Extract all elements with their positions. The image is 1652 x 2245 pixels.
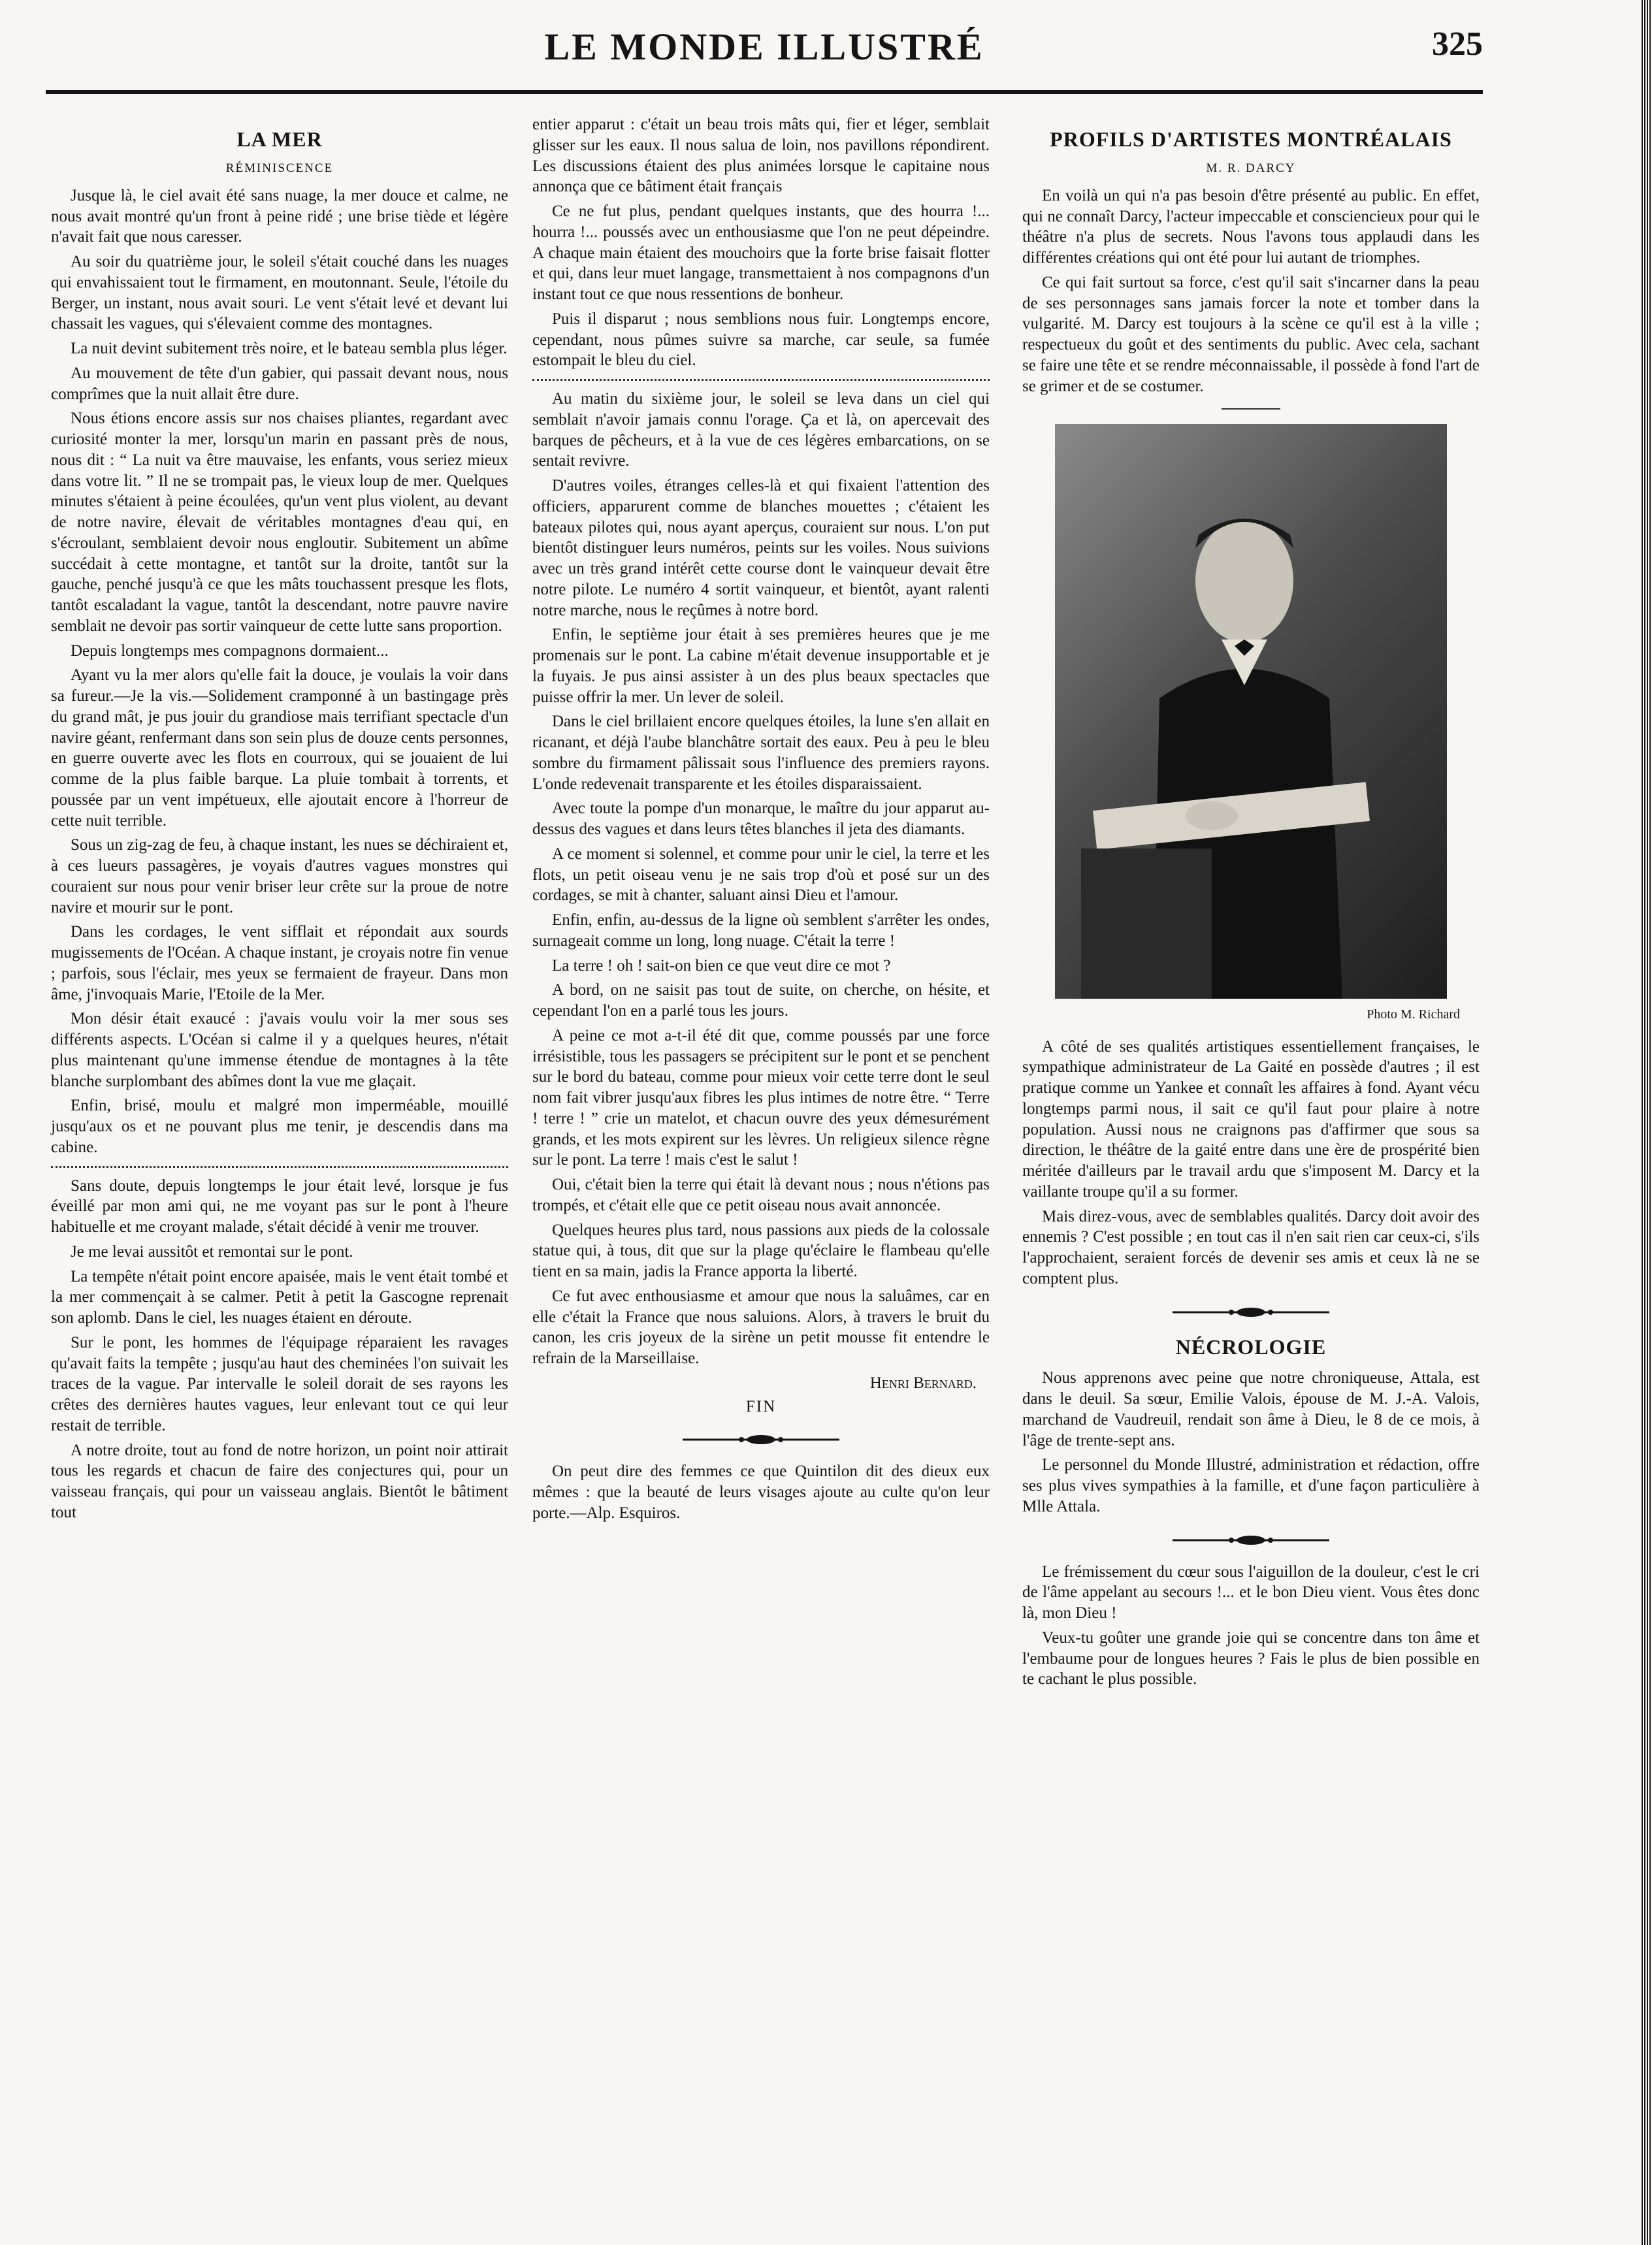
- paragraph: Je me levai aussitôt et remontai sur le pont.: [71, 1242, 353, 1261]
- article-end-fin: FIN: [745, 1397, 777, 1415]
- paragraph: Mon désir était exaucé : j'avais voulu voir la mer sous ses différents aspects. L'Océan si calme il y a quelques heures, n'était plus maintenant qu'une immense étendue de montagnes à la tête blanche surplombant des abîmes dont la vue me glaçait.: [51, 1010, 508, 1090]
- paragraph: Quelques heures plus tard, nous passions aux pieds de la colossale statue qui, à tous, dit que sur la plage qu'éclaire le flambeau qu'elle tient en sa main, jadis la France apporta la liberté.: [532, 1221, 990, 1280]
- page-number: 325: [1432, 25, 1483, 63]
- dotted-separator: [532, 379, 990, 381]
- article-subtitle-reminiscence: RÉMINISCENCE: [225, 161, 334, 175]
- masthead: [46, 25, 1483, 103]
- paragraph: Au matin du sixième jour, le soleil se leva dans un ciel qui semblait n'avoir jamais connu l'orage. Ça et là, on apercevait des barques de pêcheurs, et à la vue de ces légères embarcations, on se sentait revivre.: [532, 390, 990, 470]
- article-title-profils: PROFILS D'ARTISTES MONTRÉALAIS: [1050, 127, 1452, 151]
- paragraph: Sans doute, depuis longtemps le jour était levé, lorsque je fus éveillé par mon ami qui, ne me voyant pas sur le pont à l'heure habituelle et me croyant malade, s'était décidé à venir me trouver.: [51, 1176, 508, 1236]
- paragraph: A côté de ses qualités artistiques essentiellement françaises, le sympathique administrateur de La Gaité en possède d'autres ; il est pratique comme un Yankee et connaît les affaires à fond. Ayant vécu longtemps parmi nous, il sait ce qu'il faut pour plaire à notre population. Aussi nous ne craignons pas d'affirmer que sous sa direction, le théâtre de la gaité entre dans une ère de prospérité bien méritée d'ailleurs par le travail ardu que s'imposent M. Darcy et la vaillante troupe qu'il a su former.: [1022, 1037, 1480, 1201]
- paragraph: En voilà un qui n'a pas besoin d'être présenté au public. En effet, qui ne connaît Darcy, l'acteur impeccable et consciencieux pour qui le théâtre n'a plus de secrets. Nous l'avons tous applaudi dans les différentes créations qui ont été pour lui autant de triomphes.: [1022, 186, 1480, 266]
- short-rule: [1222, 408, 1280, 410]
- ornament-divider: [676, 1434, 846, 1446]
- paragraph: La nuit devint subitement très noire, et le bateau sembla plus léger.: [71, 340, 508, 357]
- paragraph: Le personnel du Monde Illustré, administration et rédaction, offre ses plus vives sympathies à la famille, et d'une façon particulière à Mlle Attala.: [1022, 1456, 1480, 1515]
- ornament-divider: [1166, 1534, 1336, 1546]
- masthead-rule: [46, 90, 1483, 94]
- paragraph: A ce moment si solennel, et comme pour unir le ciel, la terre et les flots, un petit oiseau venu je ne sais trop d'où et posé sur un des cordages, se mit à chanter, saluant ainsi Dieu et l'amour.: [532, 845, 990, 905]
- ornament-divider: [1166, 1306, 1336, 1318]
- paragraph: Depuis longtemps mes compagnons dormaient...: [71, 641, 389, 660]
- portrait-photo: [1055, 424, 1447, 999]
- author-signature: Henri Bernard.: [869, 1374, 977, 1392]
- photo-credit: Photo M. Richard: [1367, 1007, 1460, 1022]
- paragraph: Jusque là, le ciel avait été sans nuage, la mer douce et calme, ne nous avait montré qu'un front à peine ridé ; une brise tiède et légère n'avait fait que nous caresser.: [51, 186, 508, 246]
- paragraph: Enfin, brisé, moulu et malgré mon imperméable, mouillé jusqu'aux os et ne pouvant plus me tenir, je descendis dans ma cabine.: [51, 1097, 508, 1156]
- paragraph: Sur le pont, les hommes de l'équipage réparaient les ravages qu'avait faits la tempête ; jusqu'au haut des cheminées l'on suivait les traces de la vague. Par intervalle le soleil dorait de ses rayons les crêtes des dernières hautes vagues, leur enlevant tout ce qui leur restait de terrible.: [51, 1333, 508, 1434]
- paragraph: Veux-tu goûter une grande joie qui se concentre dans ton âme et l'embaume pour de longues heures ? Fais le plus de bien possible en te cachant le plus possible.: [1022, 1628, 1480, 1688]
- paragraph: entier apparut : c'était un beau trois mâts qui, fier et léger, semblait glisser sur les eaux. Il nous salua de loin, nos pavillons répondirent. Les discussions étaient des plus animées lorsque le capitaine nous annonça que ce bâtiment était français: [532, 116, 990, 196]
- paragraph: Ce fut avec enthousiasme et amour que nous la saluâmes, car en elle c'était la France que nous saluions. Alors, à travers le bruit du canon, les cris joyeux de la sirène un petit mousse fit entendre le refrain de la Marseillaise.: [532, 1287, 990, 1367]
- article-subtitle-darcy: M. R. DARCY: [1206, 161, 1296, 175]
- portrait-figure: [1055, 424, 1447, 999]
- paragraph: Ayant vu la mer alors qu'elle fait la douce, je voulais la voir dans sa fureur.—Je la vis.—Solidement cramponné à un bastingage près du grand mât, je pus jouir du grandiose mais terrifiant spectacle d'un navire géant, renfermant dans son sein plus de douze cents personnes, en guerre ouverte avec les flots en courroux, qui se jouaient de lui comme de la plus faible barque. La pluie tombait à torrents, et poussée par un vent impétueux, elle ajoutait encore à l'horreur de cette nuit terrible.: [51, 666, 508, 830]
- paragraph: Au soir du quatrième jour, le soleil s'était couché dans les nuages qui envahissaient tout le firmament, en moutonnant. Seule, l'étoile du Berger, un instant, nous avait souri. Le vent s'était levé et devant lui chassait les vagues, qui s'élevaient comme des montagnes.: [51, 253, 508, 333]
- column-la-mer: [51, 114, 508, 1527]
- article-title-la-mer: LA MER: [236, 127, 323, 151]
- paragraph: Au mouvement de tête d'un gabier, qui passait devant nous, nous comprîmes que la nuit allait être dure.: [51, 364, 508, 403]
- paragraph: Nous apprenons avec peine que notre chroniqueuse, Attala, est dans le deuil. Sa sœur, Emilie Valois, épouse de M. J.-A. Valois, marchand de Vaudreuil, rendait son âme à Dieu, le 8 de ce mois, à l'âge de trente-sept ans.: [1022, 1369, 1480, 1449]
- paragraph: Ce ne fut plus, pendant quelques instants, que des hourra !... hourra !... poussés avec un enthousiasme que l'on ne peut dépeindre. A chaque main étaient des mouchoirs que la forte brise faisait flotter et qui, dans leur muet langage, transmettaient à nos compagnons d'un instant tout ce que nous ressentions de bonheur.: [532, 202, 990, 303]
- newspaper-title: LE MONDE ILLUSTRÉ: [544, 25, 984, 68]
- paragraph: La terre ! oh ! sait-on bien ce que veut dire ce mot ?: [552, 956, 891, 975]
- paragraph: La tempête n'était point encore apaisée, mais le vent était tombé et la mer commençait à se calmer. Petit à petit la Gascogne reprenait son aplomb. Dans le ciel, les nuages étaient en déroute.: [51, 1267, 508, 1327]
- dotted-separator: [51, 1166, 508, 1168]
- quote-paragraph: On peut dire des femmes ce que Quintilon dit des dieux eux mêmes : que la beauté de leurs visages ajoute au culte qu'on leur porte.—Alp. Esquiros.: [532, 1462, 990, 1522]
- paragraph: Mais direz-vous, avec de semblables qualités. Darcy doit avoir des ennemis ? C'est possible ; en tout cas il n'en sait rien car ceux-ci, s'ils l'approchaient, seraient forcés de devenir ses amis et ceux là ne se comptent plus.: [1022, 1207, 1480, 1287]
- column-la-mer-continued: [532, 114, 990, 1528]
- paragraph: Dans les cordages, le vent sifflait et répondait aux sourds mugissements de l'Océan. A chaque instant, je croyais notre fin venue ; parfois, sous l'éclair, mes yeux se fermaient de frayeur. Dans mon âme, j'invoquais Marie, l'Etoile de la Mer.: [51, 923, 508, 1003]
- paragraph: A bord, on ne saisit pas tout de suite, on cherche, on hésite, et cependant l'on en a parlé tous les jours.: [532, 981, 990, 1020]
- paragraph: Puis il disparut ; nous semblions nous fuir. Longtemps encore, cependant, nous pûmes suivre sa marche, car seule, sa fumée estompait le bleu du ciel.: [532, 310, 990, 370]
- paragraph: Ce qui fait surtout sa force, c'est qu'il sait s'incarner dans la peau de ses personnages sans jamais forcer la note et tomber dans la vulgarité. M. Darcy est toujours à la scène ce qu'il est à la ville ; respectueux du goût et des sentiments du public. Avec cela, sachant se faire une tête et se rendre méconnaissable, il possède à fond l'art de se grimer et de se costumer.: [1022, 273, 1480, 395]
- paragraph: A notre droite, tout au fond de notre horizon, un point noir attirait tous les regards et chacun de faire des conjectures qui, pour un vaisseau français, qui pour un vaisseau anglais. Bientôt le bâtiment tout: [51, 1441, 508, 1521]
- paragraph: Oui, c'était bien la terre qui était là devant nous ; nous n'étions pas trompés, et c'était elle que ce petit oiseau nous avait annoncée.: [532, 1176, 990, 1214]
- paragraph: Dans le ciel brillaient encore quelques étoiles, la lune s'en allait en ricanant, et déjà l'aube blanchâtre sortait des eaux. Peu à peu le bleu sombre du firmament pâlissait sous l'influence des premiers rayons. L'onde redevenait transparente et les étoiles disparaissaient.: [532, 713, 990, 793]
- column-profils: [1022, 114, 1480, 1694]
- article-title-necrologie: NÉCROLOGIE: [1175, 1334, 1327, 1359]
- paragraph: A peine ce mot a-t-il été dit que, comme poussés par une force irrésistible, tous les passagers se précipitent sur le pont et se penchent sur le bord du bateau, comme pour mieux voir cette terre dont le seul nom fait vibrer jusqu'aux fibres les plus intimes de notre être. “ Terre ! terre ! ” crie un matelot, et chacun ouvre des yeux démesurément grands, et les mots expirent sur les lèvres. Un religieux silence règne sur le pont. La terre ! mais c'est le salut !: [532, 1026, 990, 1169]
- scan-edge: [1642, 0, 1652, 2245]
- paragraph: Sous un zig-zag de feu, à chaque instant, les nues se déchiraient et, à ces lueurs passagères, je voyais d'autres vagues monstres qui couraient sur nous pour venir briser leur crête sur la proue de notre navire et mourir sur le pont.: [51, 836, 508, 916]
- paragraph: Enfin, enfin, au-dessus de la ligne où semblent s'arrêter les ondes, surnageait comme un long, long nuage. C'était la terre !: [532, 911, 990, 950]
- paragraph: D'autres voiles, étranges celles-là et qui fixaient l'attention des officiers, apparurent comme de blanches mouettes ; c'étaient les bateaux pilotes qui, nous ayant aperçus, couraient sur nous. L'on put bientôt distinguer leurs numéros, peints sur les voiles. Nous suivions avec un très grand intérêt cette course dont le vainqueur devait être notre pilote. Le numéro 4 sortit vainqueur, et bientôt, ayant ralenti notre marche, nous le reçûmes à notre bord.: [532, 477, 990, 619]
- paragraph: Le frémissement du cœur sous l'aiguillon de la douleur, c'est le cri de l'âme appelant au secours !... et le bon Dieu vient. Vous êtes donc là, mon Dieu !: [1022, 1562, 1480, 1623]
- paragraph: Avec toute la pompe d'un monarque, le maître du jour apparut au-dessus des vagues et dans leurs têtes blanches il jeta des diamants.: [532, 799, 990, 838]
- paragraph: Enfin, le septième jour était à ses premières heures que je me promenais sur le pont. La cabine m'était devenue insupportable et je la fuyais. Je pus ainsi assister à un des plus beaux spectacles que puisse offrir la mer. Un lever de soleil.: [532, 626, 990, 706]
- paragraph: Nous étions encore assis sur nos chaises pliantes, regardant avec curiosité monter la mer, lorsqu'un marin en passant près de nous, nous dit : “ La nuit va être mauvaise, les enfants, vous seriez mieux dans votre lit. ” Il ne se trompait pas, le vieux loup de mer. Quelques minutes s'étaient à peine écoulées, qu'un vent plus violent, au devant de notre navire, élevait de véritables montagnes d'eau qui, en s'écroulant, semblaient devoir nous engloutir. Subitement un abîme succédait à cette montagne, et tantôt sur la droite, tantôt sur la gauche, penché jusqu'à ce que les mâts touchassent presque les flots, tantôt escaladant la vague, tantôt la descendant, notre pauvre navire semblait ne devoir pas sortir vainqueur de cette lutte sans proportion.: [51, 410, 508, 635]
